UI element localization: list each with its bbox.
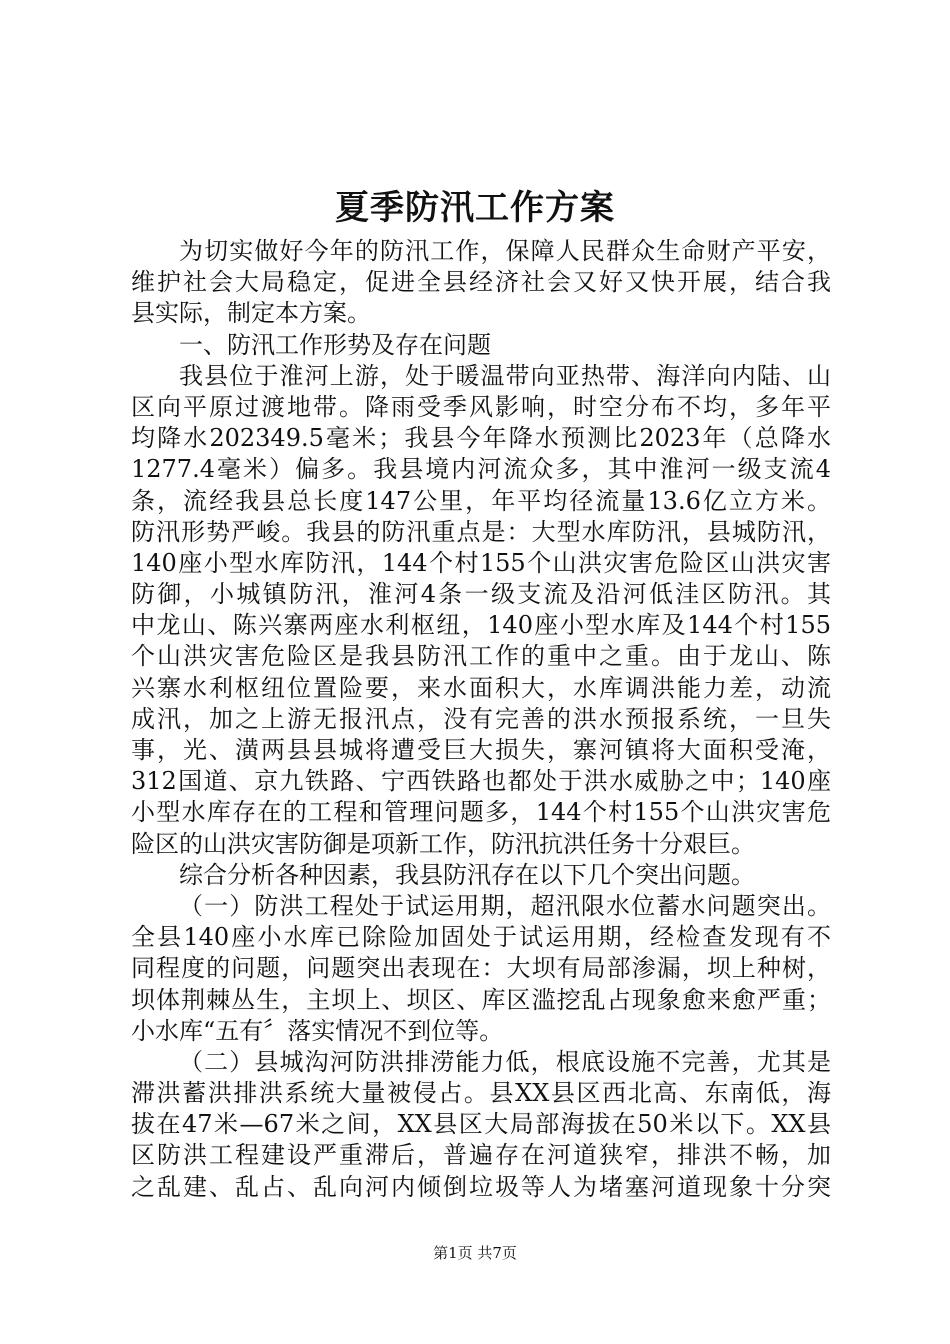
- text-line: （一）防洪工程处于试运用期，超汛限水位蓄水问题突出。: [179, 891, 831, 920]
- text-line: 维护社会大局稳定，促进全县经济社会又好又快开展，结合我: [131, 268, 831, 297]
- text-line: 坝体荆棘丛生，主坝上、坝区、库区滥挖乱占现象愈来愈严重；: [131, 985, 831, 1014]
- text-line: 个山洪灾害危险区是我县防汛工作的重中之重。由于龙山、陈: [131, 642, 831, 671]
- text-line: 1277.4毫米）偏多。我县境内河流众多，其中淮河一级支流4: [131, 455, 831, 484]
- text-line: 防汛形势严峻。我县的防汛重点是：大型水库防汛，县城防汛，: [131, 517, 831, 546]
- text-line: 为切实做好今年的防汛工作，保障人民群众生命财产平安，: [179, 237, 831, 265]
- text-line: 同程度的问题，问题突出表现在：大坝有局部渗漏，坝上种树，: [131, 954, 831, 983]
- text-line: 条，流经我县总长度147公里，年平均径流量13.6亿立方米。: [131, 486, 831, 515]
- page-footer: 第1页 共7页: [433, 1244, 517, 1262]
- text-line: 防御，小城镇防汛，淮河4条一级支流及沿河低洼区防汛。其: [131, 580, 831, 609]
- text-line: 区向平原过渡地带。降雨受季风影响，时空分布不均，多年平: [131, 392, 831, 421]
- text-line: 滞洪蓄洪排洪系统大量被侵占。县XX县区西北高、东南低，海: [131, 1079, 831, 1108]
- text-line: 140座小型水库防汛，144个村155个山洪灾害危险区山洪灾害: [131, 548, 831, 577]
- document-body: [131, 236, 831, 1203]
- text-line: 综合分析各种因素，我县防汛存在以下几个突出问题。: [179, 860, 755, 889]
- text-line: 区防洪工程建设严重滞后，普遍存在河道狭窄，排洪不畅，加: [131, 1141, 831, 1170]
- text-line: 小水库“五有〞落实情况不到位等。: [131, 1016, 504, 1045]
- text-line: 兴寨水利枢纽位置险要，来水面积大，水库调洪能力差，动流: [131, 673, 831, 702]
- text-line: 险区的山洪灾害防御是项新工作，防汛抗洪任务十分艰巨。: [131, 829, 755, 858]
- text-line: 县实际，制定本方案。: [131, 299, 371, 328]
- text-line: 全县140座小水库已除险加固处于试运用期，经检查发现有不: [131, 923, 831, 952]
- text-line: 小型水库存在的工程和管理问题多，144个村155个山洪灾害危: [131, 798, 831, 827]
- text-line: 中龙山、陈兴寨两座水利枢纽，140座小型水库及144个村155: [131, 611, 831, 640]
- document-title: 夏季防汛工作方案: [335, 188, 615, 228]
- text-line: 一、防汛工作形势及存在问题: [179, 330, 491, 359]
- text-line: 之乱建、乱占、乱向河内倾倒垃圾等人为堵塞河道现象十分突: [131, 1172, 831, 1201]
- text-line: 我县位于淮河上游，处于暖温带向亚热带、海洋向内陆、山: [179, 361, 831, 390]
- text-line: 成汛，加之上游无报汛点，没有完善的洪水预报系统，一旦失: [131, 704, 831, 733]
- text-line: 均降水202349.5毫米；我县今年降水预测比2023年（总降水: [131, 424, 831, 453]
- text-line: 事，光、潢两县县城将遭受巨大损失，寨河镇将大面积受淹，: [131, 736, 831, 764]
- text-line: 312国道、京九铁路、宁西铁路也都处于洪水威胁之中；140座: [131, 767, 831, 796]
- text-line: （二）县城沟河防洪排涝能力低，根底设施不完善，尤其是: [179, 1047, 831, 1076]
- text-line: 拔在47米—67米之间，XX县区大局部海拔在50米以下。XX县: [131, 1110, 831, 1139]
